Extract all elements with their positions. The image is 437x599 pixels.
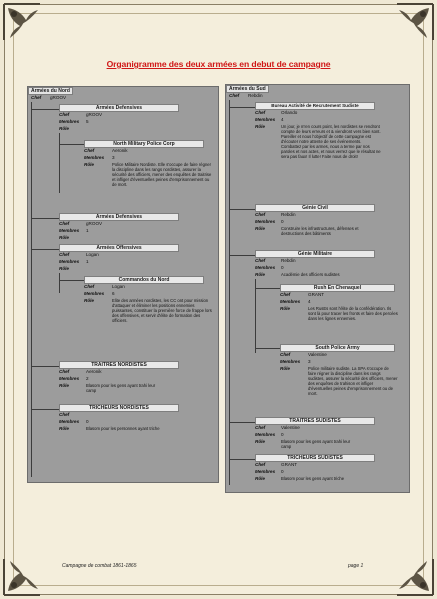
connector <box>59 280 84 281</box>
unit-header: Génie Militaire <box>255 250 375 258</box>
unit-header: Bureau Activité de Recrutement Sudiste <box>255 102 375 110</box>
south-chef-label: Chef <box>229 93 240 98</box>
south-tree-line <box>229 100 230 485</box>
role-label: Rôle <box>59 126 69 131</box>
unit-chef: Rebdin <box>281 212 296 217</box>
unit-role: Blasom pour les gens ayant trahi leur camp <box>86 383 156 393</box>
north-header: Armées du Nord <box>28 87 73 95</box>
unit-membres: 1 <box>86 228 89 233</box>
unit-membres: 4 <box>308 299 311 304</box>
unit-chef: GRANT <box>281 462 298 467</box>
south-army-panel <box>225 84 410 493</box>
role-label: Rôle <box>59 426 69 431</box>
chef-label: Chef <box>255 110 266 115</box>
chef-label: Chef <box>255 212 266 217</box>
membres-label: Membres <box>84 291 105 296</box>
role-label: Rôle <box>59 266 69 271</box>
unit-header: Génie Civil <box>255 204 375 212</box>
chef-label: Chef <box>255 462 266 467</box>
unit-role: Académie des officiers sudistes <box>281 272 340 277</box>
membres-label: Membres <box>59 259 80 264</box>
unit-chef: Aeronik <box>86 369 102 374</box>
connector <box>255 288 280 289</box>
chef-label: Chef <box>59 412 70 417</box>
chef-label: Chef <box>59 112 70 117</box>
connector <box>229 255 255 256</box>
unit-header: Rush En Chenaquel <box>280 284 395 292</box>
footer-page-number: page 1 <box>348 563 364 569</box>
unit-membres: 0 <box>281 432 284 437</box>
connector <box>31 218 59 219</box>
unit-membres: 4 <box>281 117 284 122</box>
unit-role: Police Militaire Nordiste. Elle s'occupe de faire régner la discipline dans les rangs nordistes, assurer la sécurité des officiers, mener des enquêtes de traitrise et infliger d'éventuelles peines d'emprisonnement ou de mort. <box>112 162 212 187</box>
unit-header: TRICHEURS NORDISTES <box>59 404 179 412</box>
unit-membres: 1 <box>86 259 89 264</box>
corner-ornament-icon <box>391 0 437 46</box>
unit-role: Blasom pour les gens ayant trahi leur camp <box>281 439 351 449</box>
membres-label: Membres <box>255 117 276 122</box>
membres-label: Membres <box>280 359 301 364</box>
connector <box>31 249 59 250</box>
unit-chef: Logan <box>112 284 125 289</box>
role-label: Rôle <box>59 235 69 240</box>
unit-header: North Military Police Corp <box>84 140 204 148</box>
unit-membres: 0 <box>86 419 89 424</box>
unit-role: Police militaire sudiste. La SPA s'occupe de faire régner la discipline dans les rangs sudistes, assurer la sécurité des officiers, mener des enquêtes de trahison et infliger d'éventuelles peines d'emprisonnement ou de mort. <box>308 366 398 396</box>
membres-label: Membres <box>255 265 276 270</box>
unit-chef: GRANT <box>308 292 325 297</box>
corner-ornament-icon <box>0 0 46 46</box>
chef-label: Chef <box>84 284 95 289</box>
membres-label: Membres <box>59 228 80 233</box>
role-label: Rôle <box>84 162 94 167</box>
footer-campaign: Campagne de combat 1861-1865 <box>62 563 137 569</box>
north-tree-line <box>31 102 32 477</box>
connector <box>31 366 59 367</box>
unit-membres: 2 <box>86 376 89 381</box>
connector <box>229 422 255 423</box>
corner-ornament-icon <box>391 553 437 599</box>
north-army-panel <box>27 86 219 483</box>
role-label: Rôle <box>255 226 265 231</box>
north-chef-label: Chef <box>31 95 42 100</box>
unit-membres: 3 <box>308 359 311 364</box>
chef-label: Chef <box>255 425 266 430</box>
unit-membres: 3 <box>112 155 115 160</box>
unit-header: TRICHEURS SUDISTES <box>255 454 375 462</box>
unit-membres: 0 <box>281 219 284 224</box>
role-label: Rôle <box>255 272 265 277</box>
connector <box>255 348 280 349</box>
unit-chef: Valentine <box>308 352 327 357</box>
unit-header: Armées Offensives <box>59 244 179 252</box>
unit-header: Commandos du Nord <box>84 276 204 284</box>
role-label: Rôle <box>59 383 69 388</box>
north-chef: gROOV <box>50 95 67 100</box>
connector <box>229 209 255 210</box>
connector <box>59 133 60 193</box>
membres-label: Membres <box>255 469 276 474</box>
membres-label: Membres <box>84 155 105 160</box>
chef-label: Chef <box>255 258 266 263</box>
unit-role: Elite des armées nordistes, les CC ont pour mission d'attaquer et éliminer les positions ennemies puissantes, constituer la première force de frappe lors des offensives, et servir d'élite de formation des officiers. <box>112 298 212 323</box>
unit-chef: gROOV <box>86 112 103 117</box>
page-title: Organigramme des deux armées en debut de campagne <box>106 59 331 69</box>
membres-label: Membres <box>59 376 80 381</box>
role-label: Rôle <box>255 476 265 481</box>
unit-role: Construire les infrastructures, défenses et destructions des bâtiments <box>281 226 359 236</box>
corner-ornament-icon <box>0 553 46 599</box>
connector <box>255 279 256 353</box>
role-label: Rôle <box>255 439 265 444</box>
role-label: Rôle <box>280 306 290 311</box>
unit-header: TRAITRES SUDISTES <box>255 417 375 425</box>
unit-chef: Rebdin <box>281 258 296 263</box>
chef-label: Chef <box>280 352 291 357</box>
unit-header: South Police Army <box>280 344 395 352</box>
role-label: Rôle <box>280 366 290 371</box>
connector <box>31 409 59 410</box>
chef-label: Chef <box>59 252 70 257</box>
connector <box>59 144 84 145</box>
unit-chef: Aeronik <box>112 148 128 153</box>
chef-label: Chef <box>84 148 95 153</box>
chef-label: Chef <box>59 221 70 226</box>
unit-chef: Valentine <box>281 425 300 430</box>
connector <box>229 107 255 108</box>
south-header: Armées du Sud <box>226 85 269 93</box>
membres-label: Membres <box>255 432 276 437</box>
membres-label: Membres <box>59 119 80 124</box>
chef-label: Chef <box>280 292 291 297</box>
unit-chef: Logan <box>86 252 99 257</box>
chef-label: Chef <box>59 369 70 374</box>
membres-label: Membres <box>280 299 301 304</box>
membres-label: Membres <box>255 219 276 224</box>
unit-membres: 0 <box>281 469 284 474</box>
role-label: Rôle <box>255 124 265 129</box>
unit-role: Un jour, je m'en cours point, les nordistes se rendront compte de leurs erreurs et & viendront vers bien sont. Pareiller et nous l'objectif de cette campagne est d'écouter notre attente de ses événements. Combattez par les armes, nous a terme par nos paroles et nos actes, et nous verrez que le résultat ne sera pas faux! Il lutte! Faite nous de droit! <box>281 124 381 159</box>
connector <box>229 459 255 460</box>
unit-chef: Orlando <box>281 110 298 115</box>
unit-membres: 6 <box>112 291 115 296</box>
south-chef: Rebdin <box>248 93 263 98</box>
unit-role: Blasom pour les gens ayant triche <box>281 476 345 481</box>
unit-header: Armées Defensives <box>59 104 179 112</box>
unit-membres: 0 <box>281 265 284 270</box>
role-label: Rôle <box>84 298 94 303</box>
unit-role: Blasom pour les personnes ayant triche <box>86 426 160 431</box>
connector <box>31 109 59 110</box>
unit-header: TRAITRES NORDISTES <box>59 361 179 369</box>
unit-header: Armées Defensives <box>59 213 179 221</box>
unit-membres: 5 <box>86 119 89 124</box>
unit-chef: gROOV <box>86 221 103 226</box>
connector <box>59 273 60 293</box>
membres-label: Membres <box>59 419 80 424</box>
unit-role: Les RusEs sont l'élite de la confédération. Ils sont là pour tracer les fronts et faire des percées dans les lignes ennemies. <box>308 306 398 321</box>
